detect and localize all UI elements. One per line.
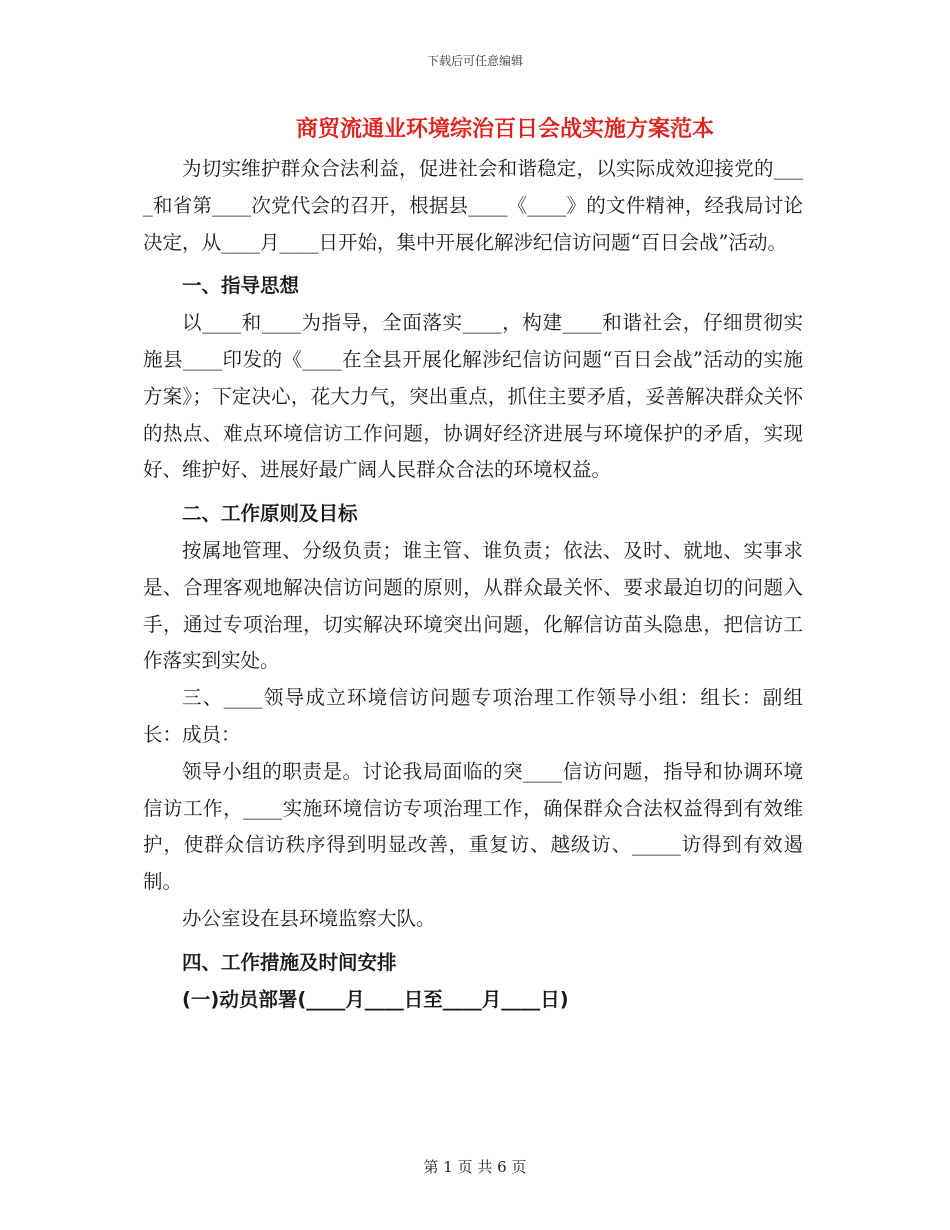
section-heading-principles: 二、工作原则及目标	[182, 502, 358, 526]
page-number: 第 1 页 共 6 页	[423, 1158, 527, 1176]
page-header-note: 下载后可任意编辑	[426, 54, 523, 68]
intro-paragraph: 为切实维护群众合法利益，促进社会和谐稳定，以实际成效迎接党的____和省第____次党代会的召开，根据县____《____》的文件精神，经我局讨论决定，从____月____日开始，集中开展化解涉纪信访问题“百日会战”活动。	[143, 157, 803, 254]
document-body	[143, 151, 803, 1018]
document-title: 商贸流通业环境综治百日会战实施方案范本	[295, 116, 714, 142]
office-location: 办公室设在县环境监察大队。	[182, 906, 436, 930]
section-body-principles: 按属地管理、分级负责；谁主管、谁负责；依法、及时、就地、实事求是、合理客观地解决信访问题的原则，从群众最关怀、要求最迫切的问题入手，通过专项治理，切实解决环境突出问题，化解信访苗头隐患，把信访工作落实到实处。	[143, 538, 803, 673]
leadership-group-duties: 领导小组的职责是。讨论我局面临的突____信访问题，指导和协调环境信访工作，____实施环境信访专项治理工作，确保群众合法权益得到有效维护，使群众信访秩序得到明显改善，重复访、越级访、_____访得到有效遏制。	[143, 759, 803, 894]
section-heading-measures: 四、工作措施及时间安排	[182, 950, 397, 974]
section-body-guiding-ideology: 以____和____为指导，全面落实____，构建____和谐社会，仔细贯彻实施县____印发的《____在全县开展化解涉纪信访问题“百日会战”活动的实施方案》；下定决心，花大力气，突出重点，抓住主要矛盾，妥善解决群众关怀的热点、难点环境信访工作问题，协调好经济进展与环境保护的矛盾，实现好、维护好、进展好最广阔人民群众合法的环境权益。	[143, 311, 803, 482]
section-lead-leadership-group: 三、____领导成立环境信访问题专项治理工作领导小组：组长：副组长：成员：	[143, 686, 803, 746]
section-heading-guiding-ideology: 一、指导思想	[182, 274, 300, 298]
subheading-mobilization: (一)动员部署(____月____日至____月____日)	[182, 987, 569, 1011]
